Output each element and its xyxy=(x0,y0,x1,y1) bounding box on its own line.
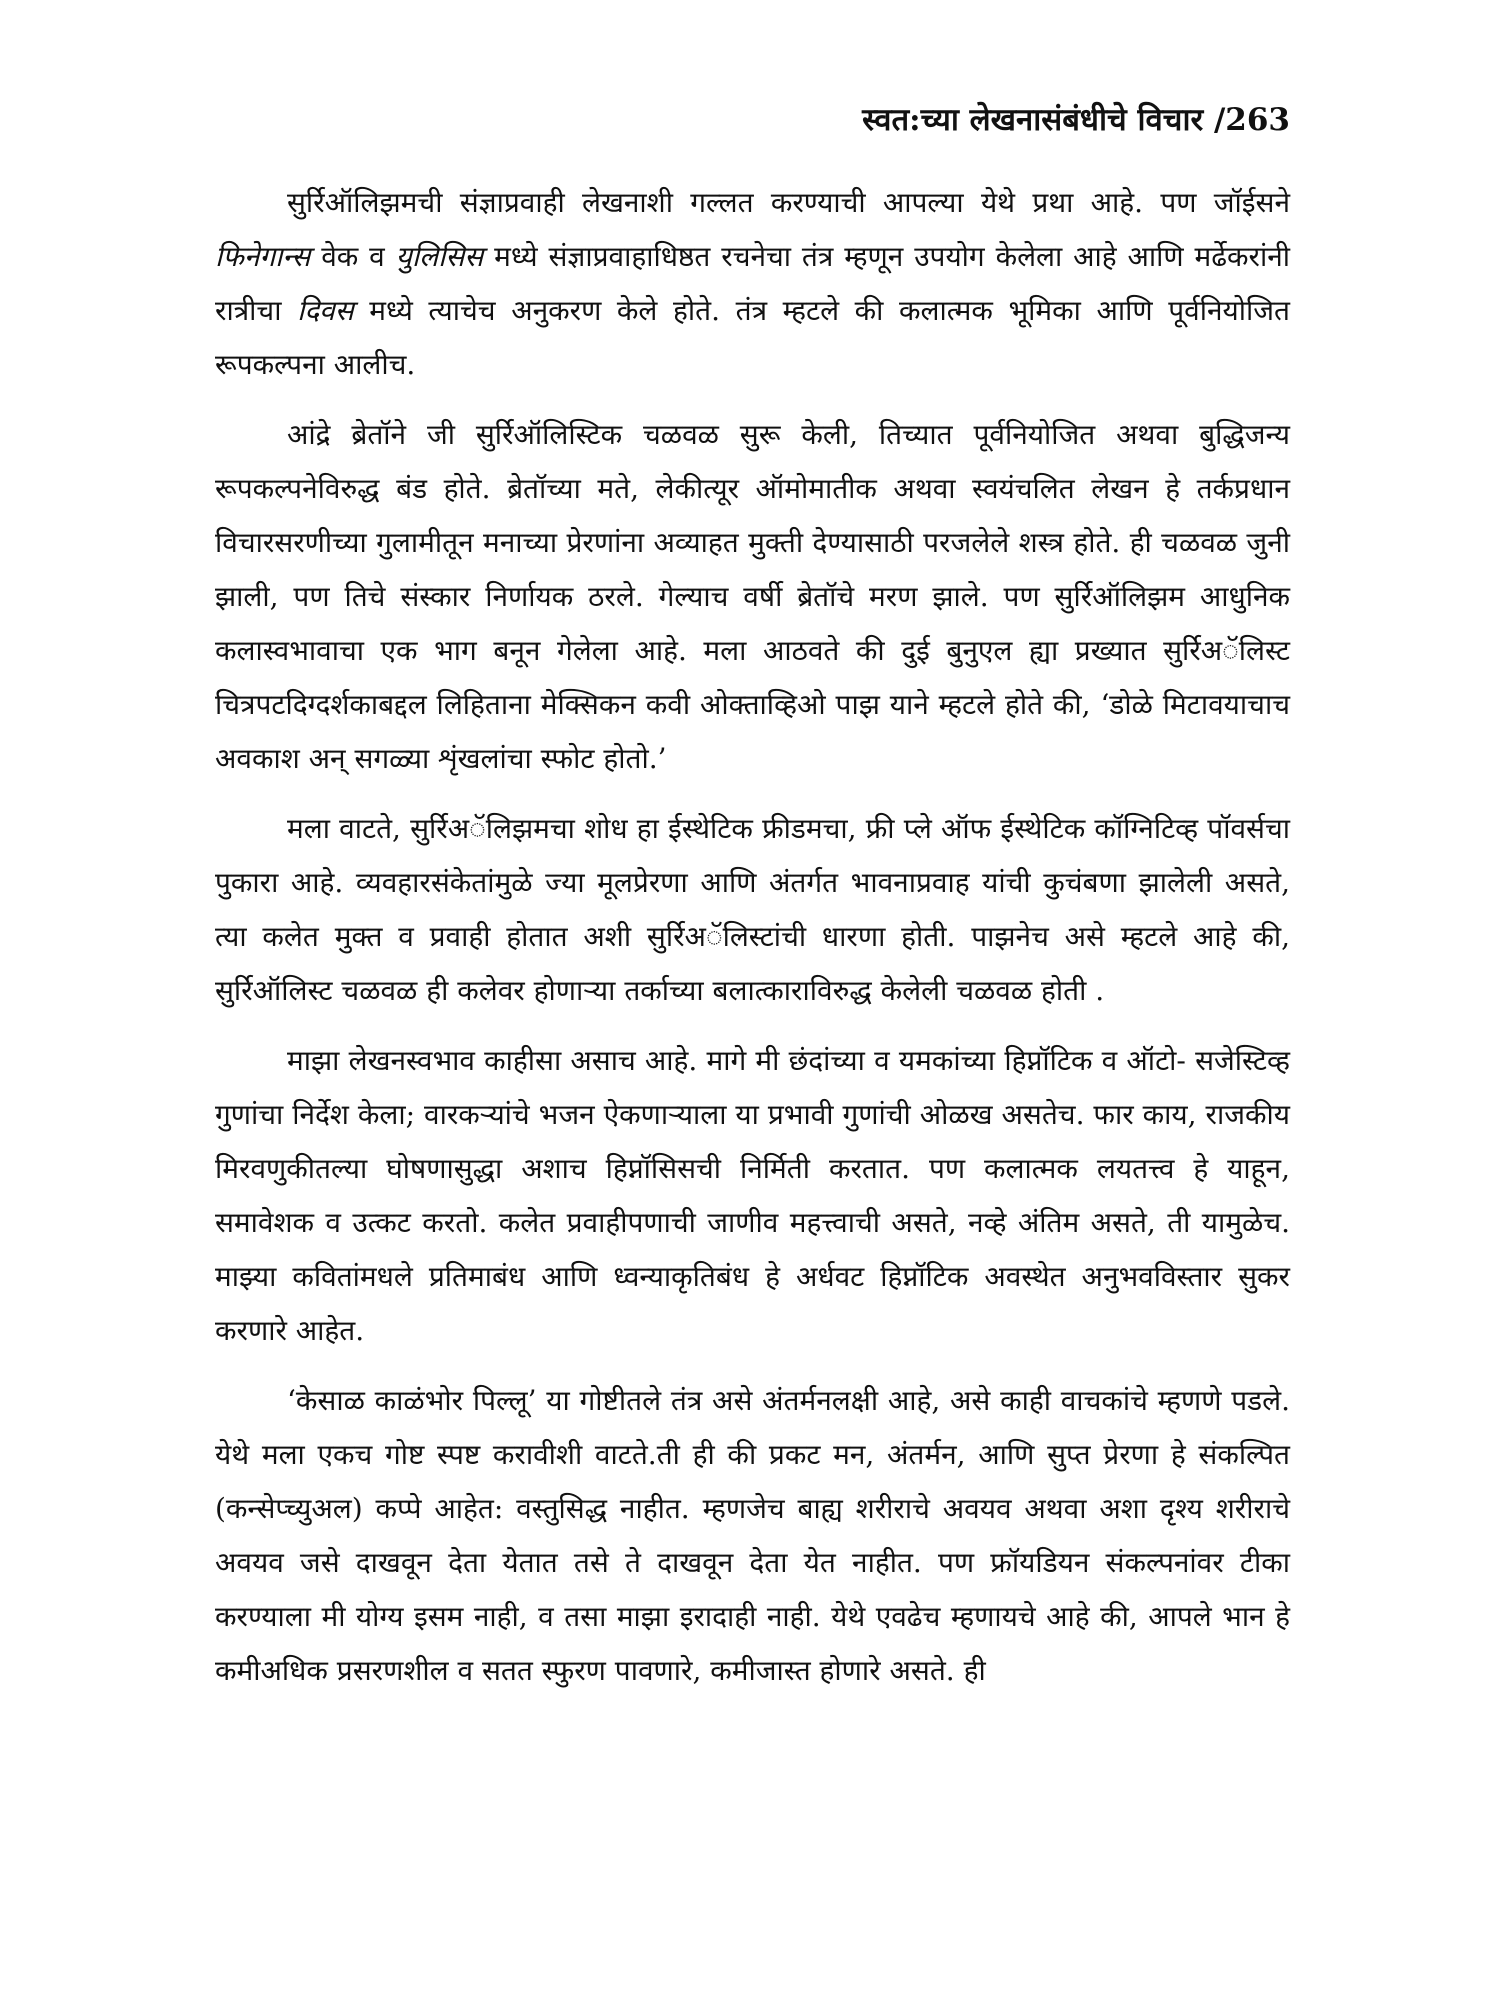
italic-title-divas: दिवस xyxy=(297,294,354,327)
paragraph-1-text-c: मध्ये संज्ञाप्रवाहाधिष्ठत रचनेचा तंत्र म्हणून उपयोग केलेला आहे आणि मर्ढेकरांनी रात्रीचा xyxy=(215,240,1291,327)
paragraph-1-text-a: सुर्रिऑलिझमची संज्ञाप्रवाही लेखनाशी गल्लत करण्याची आपल्या येथे प्रथा आहे. पण जॉईसने xyxy=(287,186,1290,219)
running-header xyxy=(215,100,1290,140)
running-title: स्वत:च्या लेखनासंबंधीचे विचार xyxy=(862,102,1204,138)
paragraph-3: मला वाटते, सुर्रिअॅलिझमचा शोध हा ईस्थेटिक फ्रीडमचा, फ्री प्ले ऑफ ईस्थेटिक कॉग्निटिव्ह पॉवर्सचा पुकारा आहे. व्यवहारसंकेतांमुळे ज्या मूलप्रेरणा आणि अंतर्गत भावनाप्रवाह यांची कुचंबणा झालेली असते, त्या कलेत मुक्त व प्रवाही होतात अशी सुर्रिअॅलिस्टांची धारणा होती. पाझनेच असे म्हटले आहे की, सुर्रिऑलिस्ट चळवळ ही कलेवर होणाऱ्या तर्काच्या बलात्काराविरुद्ध केलेली चळवळ होती . xyxy=(215,812,1290,1007)
italic-title-ulysses: युलिसिस xyxy=(395,240,484,273)
paragraph-1 xyxy=(215,176,1290,392)
paragraph-2: आंद्रे ब्रेतॉने जी सुर्रिऑलिस्टिक चळवळ सुरू केली, तिच्यात पूर्वनियोजित अथवा बुद्धिजन्य रूपकल्पनेविरुद्ध बंड होते. ब्रेतॉच्या मते, लेकीत्यूर ऑमोमातीक अथवा स्वयंचलित लेखन हे तर्कप्रधान विचारसरणीच्या गुलामीतून मनाच्या प्रेरणांना अव्याहत मुक्ती देण्यासाठी परजलेले शस्त्र होते. ही चळवळ जुनी झाली, पण तिचे संस्कार निर्णायक ठरले. गेल्याच वर्षी ब्रेतॉचे मरण झाले. पण सुर्रिऑलिझम आधुनिक कलास्वभावाचा एक भाग बनून गेलेला आहे. मला आठवते की दुई बुनुएल ह्या प्रख्यात सुर्रिअॅलिस्ट चित्रपटदिग्दर्शकाबद्दल लिहिताना मेक्सिकन कवी ओक्ताव्हिओ पाझ याने म्हटले होते की, ‘डोळे मिटावयाचाच अवकाश अन् सगळ्या शृंखलांचा स्फोट होतो.’ xyxy=(215,418,1290,775)
paragraph-1-text-b: वेक व xyxy=(310,240,396,273)
paragraph-4: माझा लेखनस्वभाव काहीसा असाच आहे. मागे मी छंदांच्या व यमकांच्या हिप्नॉटिक व ऑटो- सजेस्टिव्ह गुणांचा निर्देश केला; वारकऱ्यांचे भजन ऐकणाऱ्याला या प्रभावी गुणांची ओळख असतेच. फार काय, राजकीय मिरवणुकीतल्या घोषणासुद्धा अशाच हिप्नॉसिसची निर्मिती करतात. पण कलात्मक लयतत्त्व हे याहून, समावेशक व उत्कट करतो. कलेत प्रवाहीपणाची जाणीव महत्त्वाची असते, नव्हे अंतिम असते, ती यामुळेच. माझ्या कवितांमधले प्रतिमाबंध आणि ध्वन्याकृतिबंध हे अर्धवट हिप्नॉटिक अवस्थेत अनुभवविस्तार सुकर करणारे आहेत. xyxy=(215,1044,1290,1347)
page-number: 263 xyxy=(1225,102,1290,138)
paragraph-1-text-d: मध्ये त्याचेच अनुकरण केले होते. तंत्र म्हटले की कलात्मक भूमिका आणि पूर्वनियोजित रूपकल्पना आलीच. xyxy=(215,294,1290,381)
paragraph-5: ‘केसाळ काळंभोर पिल्लू’ या गोष्टीतले तंत्र असे अंतर्मनलक्षी आहे, असे काही वाचकांचे म्हणणे पडले. येथे मला एकच गोष्ट स्पष्ट करावीशी वाटते.ती ही की प्रकट मन, अंतर्मन, आणि सुप्त प्रेरणा हे संकल्पित (कन्सेप्च्युअल) कप्पे आहेत: वस्तुसिद्ध नाहीत. म्हणजेच बाह्य शरीराचे अवयव अथवा अशा दृश्य शरीराचे अवयव जसे दाखवून देता येतात तसे ते दाखवून देता येत नाहीत. पण फ्रॉयडियन संकल्पनांवर टीका करण्याला मी योग्य इसम नाही, व तसा माझा इरादाही नाही. येथे एवढेच म्हणायचे आहे की, आपले भान हे कमीअधिक प्रसरणशील व सतत स्फुरण पावणारे, कमीजास्त होणारे असते. ही xyxy=(215,1384,1290,1687)
header-separator: / xyxy=(1203,102,1226,138)
book-page xyxy=(215,100,1290,1714)
italic-title-finnegans: फिनेगान्स xyxy=(215,240,311,273)
